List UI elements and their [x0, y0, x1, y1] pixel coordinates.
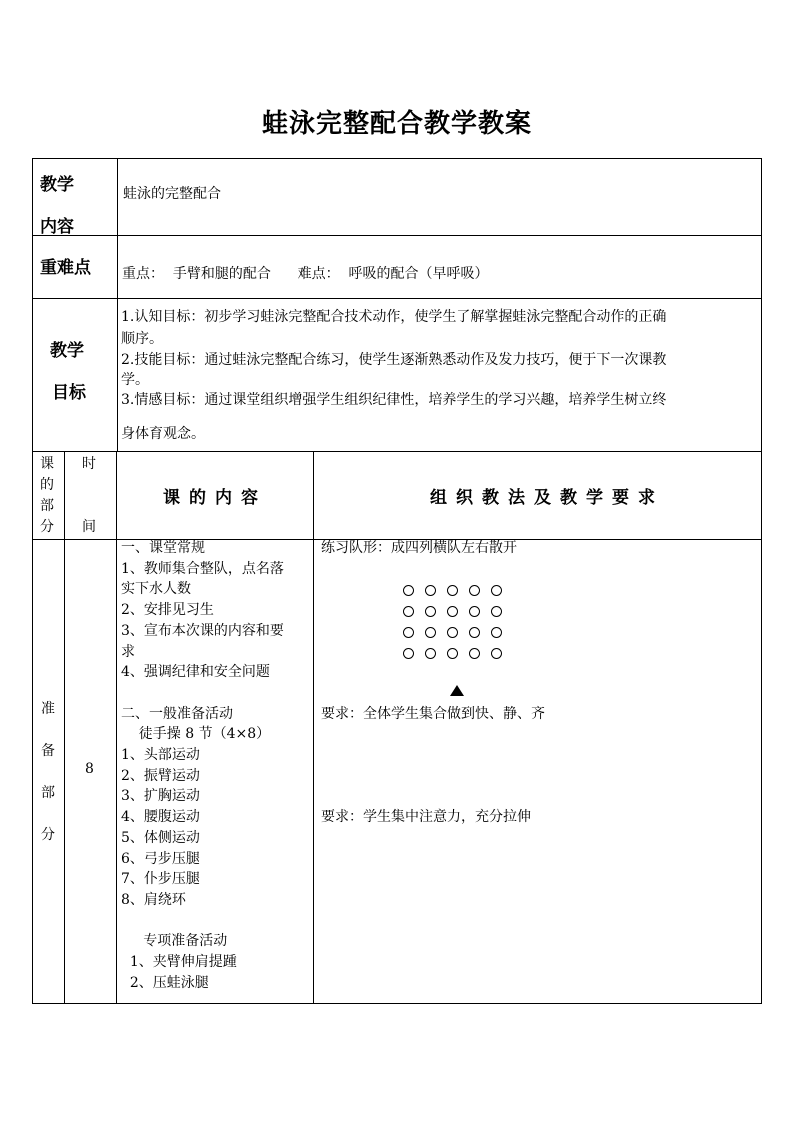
prep-content-line: 7、仆步压腿	[121, 871, 200, 888]
objective-line: 1.认知目标：初步学习蛙泳完整配合技术动作，使学生了解掌握蛙泳完整配合动作的正确	[121, 309, 667, 325]
requirement-stretch: 要求：学生集中注意力，充分拉伸	[321, 809, 531, 825]
part-header-char: 课	[40, 456, 54, 472]
student-circle-icon	[425, 627, 436, 638]
table-line	[117, 158, 118, 451]
part-header-char: 部	[40, 498, 54, 514]
table-line	[64, 451, 65, 1004]
student-circle-icon	[491, 648, 502, 659]
student-circle-icon	[469, 648, 480, 659]
prep-part-char: 部	[41, 785, 55, 801]
table-line	[116, 451, 117, 1004]
prep-content-line: 专项准备活动	[121, 933, 228, 950]
prep-content-line: 求	[121, 643, 135, 660]
objectives-label-line1: 教学	[50, 341, 84, 361]
prep-part-char: 准	[41, 701, 55, 717]
student-circle-icon	[425, 585, 436, 596]
time-header-char: 间	[82, 519, 96, 535]
table-line	[32, 158, 762, 159]
student-circle-icon	[403, 648, 414, 659]
teacher-triangle-icon	[450, 685, 464, 696]
formation-label: 练习队形：成四列横队左右散开	[321, 540, 517, 556]
student-circle-icon	[491, 606, 502, 617]
table-line	[32, 451, 762, 452]
part-header-char: 的	[40, 477, 54, 493]
prep-content-line: 2、压蛙泳腿	[121, 974, 209, 991]
part-header-char: 分	[40, 519, 54, 535]
objective-line: 学。	[121, 372, 149, 388]
formation-row	[403, 644, 513, 663]
key-points-value: 重点： 手臂和腿的配合 难点： 呼吸的配合（早呼吸）	[122, 266, 489, 282]
prep-content-line: 6、弓步压腿	[121, 850, 200, 867]
formation-row	[403, 581, 513, 600]
prep-content-line: 5、体侧运动	[121, 829, 200, 846]
objective-line: 顺序。	[121, 331, 163, 347]
prep-content-line: 一、课堂常规	[121, 540, 205, 556]
student-circle-icon	[425, 606, 436, 617]
prep-content-line: 1、教师集合整队，点名落	[121, 560, 284, 577]
student-circle-icon	[425, 648, 436, 659]
objective-line: 身体育观念。	[121, 426, 205, 442]
time-header-char: 时	[82, 456, 96, 472]
prep-content-line: 8、肩绕环	[121, 891, 186, 908]
prep-content-line: 3、扩胸运动	[121, 788, 200, 805]
prep-content-line: 实下水人数	[121, 581, 191, 598]
key-points-label: 重难点	[40, 258, 91, 278]
student-circle-icon	[469, 606, 480, 617]
content-value: 蛙泳的完整配合	[123, 186, 221, 202]
formation-row	[403, 623, 513, 642]
objective-line: 3.情感目标：通过课堂组织增强学生组织纪律性，培养学生的学习兴趣，培养学生树立终	[121, 392, 667, 408]
student-circle-icon	[403, 585, 414, 596]
student-circle-icon	[447, 606, 458, 617]
prep-content-line: 4、腰腹运动	[121, 809, 200, 826]
objective-line: 2.技能目标：通过蛙泳完整配合练习，使学生逐渐熟悉动作及发力技巧，便于下一次课教	[121, 352, 667, 368]
prep-time: 8	[85, 761, 94, 777]
student-circle-icon	[403, 606, 414, 617]
prep-content-line: 2、安排见习生	[121, 602, 214, 619]
student-circle-icon	[491, 585, 502, 596]
prep-part-char: 分	[41, 827, 55, 843]
table-line	[32, 1003, 762, 1004]
content-label-line2: 内容	[40, 217, 74, 237]
prep-content-line: 1、头部运动	[121, 747, 200, 763]
student-circle-icon	[469, 585, 480, 596]
student-circle-icon	[469, 627, 480, 638]
student-circle-icon	[491, 627, 502, 638]
table-line	[32, 235, 762, 236]
table-line	[32, 158, 33, 1004]
formation-row	[403, 602, 513, 621]
prep-content-line: 徒手操 8 节（4×8）	[121, 726, 271, 743]
student-circle-icon	[447, 648, 458, 659]
method-column-header: 组织教法及教学要求	[430, 488, 664, 508]
prep-content-line: 4、强调纪律和安全问题	[121, 664, 270, 681]
prep-content-line: 3、宣布本次课的内容和要	[121, 622, 284, 639]
prep-part-char: 备	[41, 743, 55, 759]
prep-content-line: 2、振臂运动	[121, 767, 200, 784]
student-circle-icon	[447, 585, 458, 596]
table-line	[313, 451, 314, 1004]
prep-content-line: 二、一般准备活动	[121, 705, 233, 722]
student-circle-icon	[447, 627, 458, 638]
content-column-header: 课的内容	[163, 488, 267, 508]
table-line	[32, 298, 762, 299]
requirement-gather: 要求：全体学生集合做到快、静、齐	[321, 706, 545, 722]
student-circle-icon	[403, 627, 414, 638]
content-label-line1: 教学	[40, 175, 74, 195]
table-line	[761, 158, 762, 1004]
page-title: 蛙泳完整配合教学教案	[261, 109, 532, 139]
prep-content-line: 1、夹臂伸肩提踵	[121, 954, 237, 970]
objectives-label-line2: 目标	[52, 383, 86, 403]
